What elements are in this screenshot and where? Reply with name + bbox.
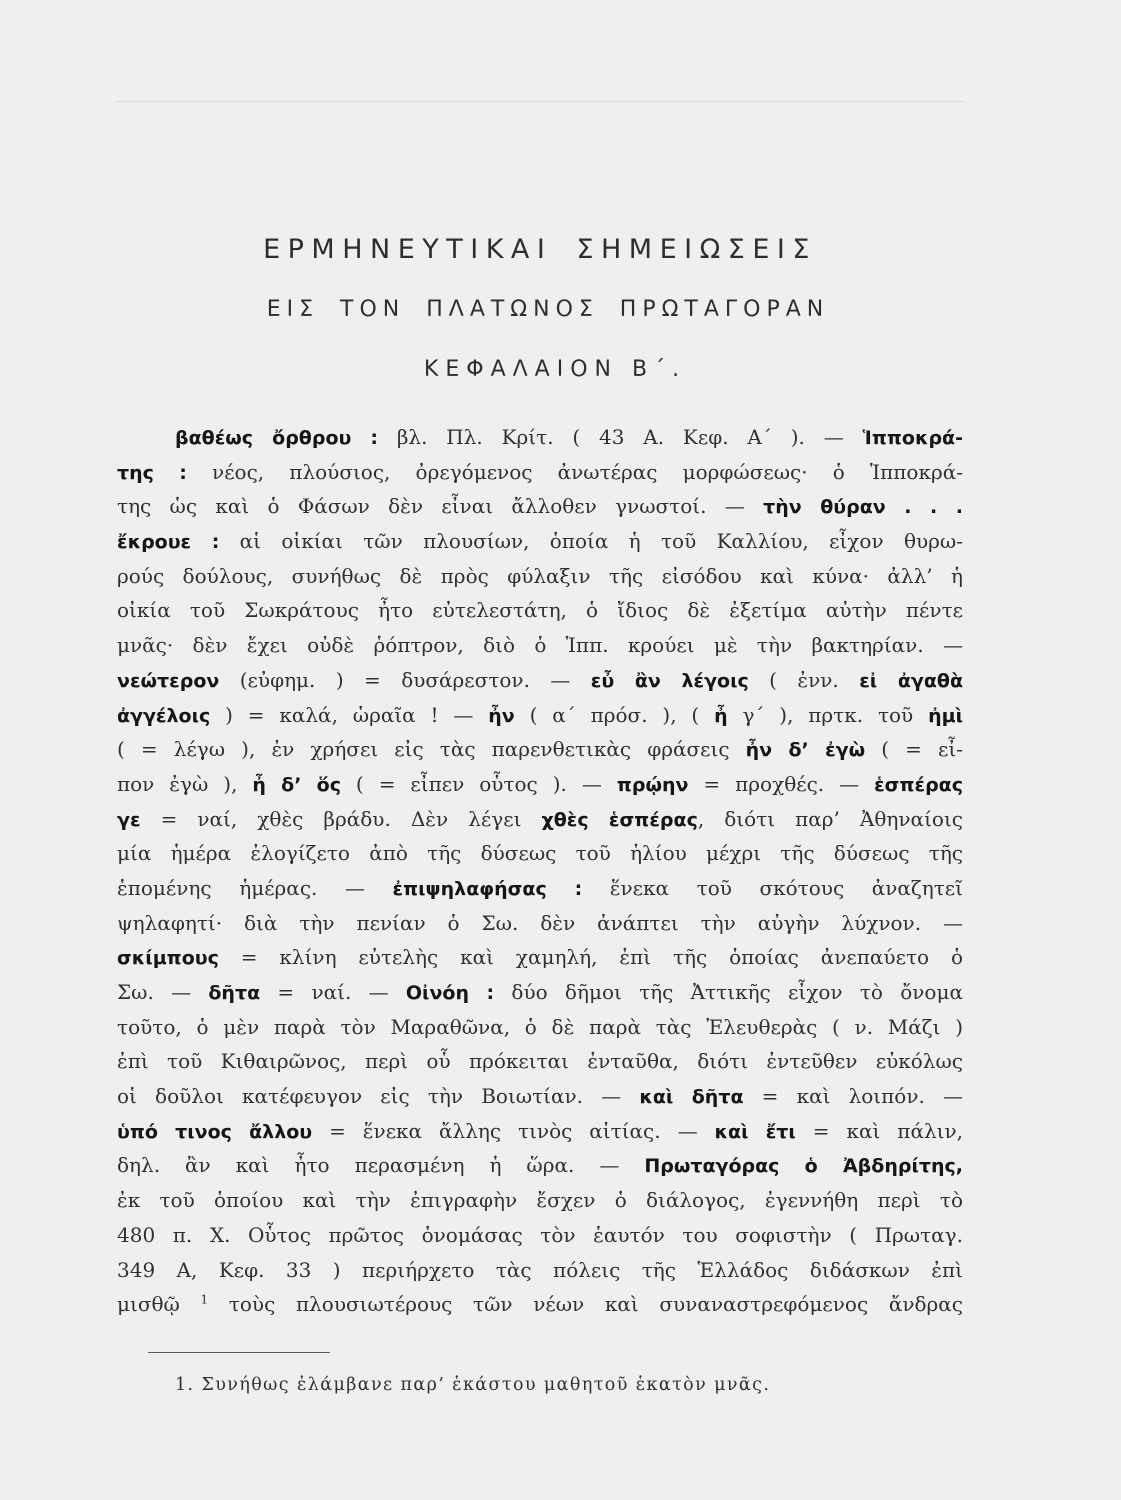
body-line [117,1114,963,1149]
text-run: , διότι παρ’ Ἀθηναίοις [697,806,963,831]
body-line [117,1079,963,1114]
body-line [117,906,963,941]
bleed-through-rule [115,101,965,102]
text-run: ( α΄ πρόσ. ), ( [514,702,715,727]
body-line [117,1253,963,1288]
bold-term: καὶ ἔτι [714,1120,796,1143]
text-run: οἱ δοῦλοι κατέφευγον εἰς τὴν Βοιωτίαν. — [117,1084,640,1109]
text-run: = ναί. — [260,980,406,1004]
body-line [117,559,963,594]
text-run: της ὡς καὶ ὁ Φάσων δὲν εἶναι ἄλλοθεν γνωστοί. — [117,494,764,519]
body-line [117,940,963,975]
bold-term: ἦ [714,704,728,727]
body-line [117,1044,963,1079]
bold-term: της : [117,461,187,484]
text-run: 349 Α, Κεφ. 33 ) περιήρχετο τὰς πόλεις τῆς Ἑλλάδος διδάσκων ἐπὶ [117,1257,963,1282]
body-line [117,836,963,871]
footnote-marker: 1. [175,1375,195,1395]
text-run: ) = καλά, ὡραῖα ! — [210,702,489,727]
text-run: = ναί, χθὲς βράδυ. Δὲν λέγει [140,806,542,831]
body-line [117,975,963,1010]
text-run: = προχθές. — [688,771,875,796]
bold-term: νεώτερον [117,669,220,692]
bold-term: ἦν [488,704,515,727]
text-run: Σω. — [117,980,209,1004]
text-run: βλ. Πλ. Κρίτ. ( 43 Α. Κεφ. Α΄ ). — [378,425,863,449]
text-run: μία ἡμέρα ἐλογίζετο ἀπὸ τῆς δύσεως τοῦ ἡλίου μέχρι τῆς δύσεως τῆς [117,841,963,866]
bold-term: εὖ ἂν λέγοις [590,669,749,692]
text-run: νέος, πλούσιος, ὀρεγόμενος ἀνωτέρας μορφώσεως· ὁ Ἱπποκρά- [186,459,963,484]
bold-term: πρῴην [616,773,689,796]
text-run: 480 π. Χ. Οὗτος πρῶτος ὀνομάσας τὸν ἑαυτόν του σοφιστὴν ( Πρωταγ. [117,1222,963,1247]
text-run: τοὺς πλουσιωτέρους τῶν νέων καὶ συναναστρεφόμενος ἄνδρας [208,1292,964,1317]
body-line [117,802,963,837]
text-run: ( ἐνν. [748,667,860,692]
body-line [117,420,963,455]
text-run: = καὶ λοιπόν. — [743,1084,964,1109]
text-run: δηλ. ἂν καὶ ἦτο περασμένη ἡ ὥρα. — [117,1153,645,1178]
body-line [117,455,963,490]
body-line [117,524,963,559]
bold-term: Πρωταγόρας ὁ Ἀβδηρίτης, [644,1155,963,1178]
text-run: ἑπομένης ἡμέρας. — [117,875,393,900]
page-subtitle: ΕΙΣ ΤΟΝ ΠΛΑΤΩΝΟΣ ΠΡΩΤΑΓΟΡΑΝ [266,297,830,322]
bold-term: Ἱπποκρά- [862,427,963,449]
text-run: τοῦτο, ὁ μὲν παρὰ τὸν Μαραθῶνα, ὁ δὲ παρὰ τὰς Ἐλευθερὰς ( ν. Μάζι ) [117,1014,963,1039]
text-run: ἐκ τοῦ ὁποίου καὶ τὴν ἐπιγραφὴν ἔσχεν ὁ διάλογος, ἐγεννήθη περὶ τὸ [117,1188,963,1213]
body-line [117,1218,963,1253]
body-text [117,420,963,1322]
bold-term: ἀγγέλοις [117,704,211,727]
bold-term: καὶ δῆτα [639,1086,744,1109]
bold-term: τὴν θύραν . . . [763,496,964,519]
bold-term: ἑσπέρας [874,773,963,796]
text-run: ( = λέγω ), ἐν χρήσει εἰς τὰς παρενθετικὰς φράσεις [117,737,746,762]
bold-term: ἦ δ’ ὅς [252,773,341,796]
bold-term: ὑπό τινος ἄλλου [117,1120,313,1143]
bold-term: βαθέως ὄρθρου : [175,427,379,449]
footnote-rule [148,1352,330,1353]
text-run: γ΄ ), πρτκ. τοῦ [727,702,929,727]
text-run: οἰκία τοῦ Σωκράτους ἦτο εὐτελεστάτη, ὁ ἴδιος δὲ ἐξετίμα αὐτὴν πέντε [117,598,963,623]
text-run: δύο δῆμοι τῆς Ἀττικῆς εἶχον τὸ ὄνομα [494,980,963,1004]
text-run: μνᾶς· δὲν ἔχει οὐδὲ ῥόπτρον, διὸ ὁ Ἱππ. κρούει μὲ τὴν βακτηρίαν. — [117,633,963,658]
body-line [117,767,963,802]
text-run: μισθῷ [117,1292,201,1317]
body-line [117,1287,963,1322]
text-run: ( = εἶ- [865,737,963,762]
bold-term: εἰ ἀγαθὰ [859,669,964,692]
text-run: = κλίνη εὐτελὴς καὶ χαμηλή, ἐπὶ τῆς ὁποίας ἀνεπαύετο ὁ [218,945,963,970]
body-line [117,1010,963,1045]
bold-term: χθὲς ἑσπέρας [541,808,698,831]
bold-term: γε [117,808,141,831]
bold-term: ἐπιψηλαφήσας : [392,877,583,900]
text-run: ψηλαφητί· διὰ τὴν πενίαν ὁ Σω. δὲν ἀνάπτει τὴν αὐγὴν λύχνον. — [117,910,963,935]
text-run: ρούς δούλους, συνήθως δὲ πρὸς φύλαξιν τῆς εἰσόδου καὶ κύνα· ἀλλ’ ἡ [117,563,963,588]
text-run: ( = εἶπεν οὗτος ). — [340,771,617,796]
body-line [117,732,963,767]
body-line [117,698,963,733]
body-line [117,593,963,628]
bold-term: Οἰνόη : [405,982,495,1004]
footnote-text: Συνήθως ἐλάμβανε παρ’ ἑκάστου μαθητοῦ ἑκατὸν μνᾶς. [201,1375,771,1395]
text-run: (εὐφημ. ) = δυσάρεστον. — [219,667,591,692]
chapter-heading: ΚΕΦΑΛΑΙΟΝ Β΄. [423,357,687,382]
text-run: αἱ οἰκίαι τῶν πλουσίων, ὁποία ἡ τοῦ Καλλίου, εἶχον θυρω- [219,529,963,554]
body-line [117,663,963,698]
page-title: ΕΡΜΗΝΕΥΤΙΚΑΙ ΣΗΜΕΙΩΣΕΙΣ [263,234,817,265]
body-line [117,1183,963,1218]
bold-term: ἠμὶ [928,704,963,727]
text-run: = ἕνεκα ἄλλης τινὸς αἰτίας. — [312,1118,715,1143]
body-line [117,628,963,663]
text-run: ἐπὶ τοῦ Κιθαιρῶνος, περὶ οὗ πρόκειται ἐνταῦθα, διότι ἐντεῦθεν εὐκόλως [117,1049,963,1074]
body-line [117,489,963,524]
bold-term: δῆτα [208,982,261,1004]
text-run: ἕνεκα τοῦ σκότους ἀναζητεῖ [582,875,963,900]
footnote [175,1372,770,1398]
bold-term: σκίμπους [117,947,219,970]
bold-term: ἔκρουε : [117,531,220,554]
text-run: = καὶ πάλιν, [795,1118,963,1143]
text-run: πον ἐγὼ ), [117,771,253,796]
body-line [117,1148,963,1183]
footnote-ref: 1 [200,1292,209,1307]
bold-term: ἦν δ’ ἐγὼ [745,739,866,762]
body-line [117,871,963,906]
